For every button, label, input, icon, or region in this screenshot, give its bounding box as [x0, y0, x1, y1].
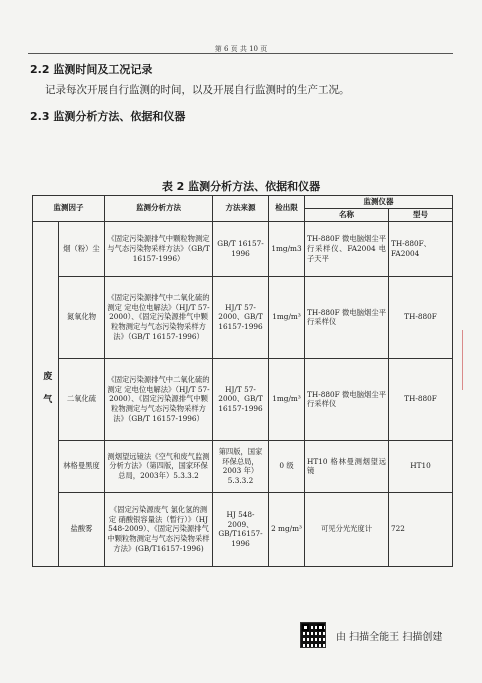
- instrument-name-cell: TH-880F 微电脑烟尘平行采样仪: [305, 358, 389, 440]
- method-cell: 《固定污染源废气 氯化氢的测定 硝酸银容量法（暂行）》（HJ 548-2009）、《固定污染源排气中颗粒物测定与气态污染物采样方法》(GB/T16157-1996): [105, 492, 213, 566]
- source-cell: HJ 548-2009、GB/T16157-1996: [213, 492, 269, 566]
- table-row: [33, 492, 453, 566]
- table-row: [33, 440, 453, 492]
- margin-pen-mark: [462, 330, 469, 390]
- header-limit: 检出限: [269, 196, 305, 222]
- method-cell: 《固定污染源排气中颗粒物测定与气态污染物采样方法》（GB/T 16157-1996）: [105, 221, 213, 276]
- limit-cell: 0 级: [269, 440, 305, 492]
- factor-cell: 二氧化硫: [59, 358, 105, 440]
- section-2-2-text: 记录每次开展自行监测的时间，以及开展自行监测时的生产工况。: [45, 84, 350, 96]
- header-instrument-model: 型号: [389, 208, 453, 221]
- methods-table: [32, 195, 453, 567]
- limit-cell: 1mg/m3: [269, 221, 305, 276]
- table-row: [33, 358, 453, 440]
- table-row: [33, 276, 453, 358]
- limit-cell: 1mg/m³: [269, 276, 305, 358]
- table-row: [33, 221, 453, 276]
- method-cell: 测烟望远镜法《空气和废气监测分析方法》（第四版，国家环保总局，2003年）5.3.3.2: [105, 440, 213, 492]
- source-cell: HJ/T 57-2000、GB/T 16157-1996: [213, 358, 269, 440]
- factor-cell: 林格曼黑度: [59, 440, 105, 492]
- header-instrument: 监测仪器: [305, 196, 453, 209]
- limit-cell: 2 mg/m³: [269, 492, 305, 566]
- method-cell: 《固定污染源排气中二氧化硫的测定 定电位电解法》（HJ/T 57-2000）、《固定污染源排气中颗粒物测定与气态污染物采样方法》（GB/T 16157-1996）: [105, 358, 213, 440]
- limit-cell: 1mg/m³: [269, 358, 305, 440]
- header-source: 方法来源: [213, 196, 269, 222]
- header-method: 监测分析方法: [105, 196, 213, 222]
- instrument-model-cell: 722: [389, 492, 453, 566]
- instrument-name-cell: 可见分光光度计: [305, 492, 389, 566]
- instrument-model-cell: HT10: [389, 440, 453, 492]
- header-factor: 监测因子: [33, 196, 105, 222]
- factor-cell: 烟（粉）尘: [59, 221, 105, 276]
- qr-code-icon: [300, 622, 326, 648]
- header-instrument-name: 名称: [305, 208, 389, 221]
- header-rule: [28, 53, 453, 54]
- instrument-model-cell: TH-880F: [389, 276, 453, 358]
- source-cell: HJ/T 57-2000、GB/T 16157-1996: [213, 276, 269, 358]
- section-heading-2-2: 2.2 监测时间及工况记录: [30, 63, 153, 76]
- factor-cell: 氮氧化物: [59, 276, 105, 358]
- instrument-name-cell: HT10 格林曼测烟望远镜: [305, 440, 389, 492]
- source-cell: GB/T 16157-1996: [213, 221, 269, 276]
- instrument-name-cell: TH-880F 微电脑烟尘平行采样仪: [305, 276, 389, 358]
- category-cell: 废气: [33, 221, 59, 566]
- factor-cell: 盐酸雾: [59, 492, 105, 566]
- instrument-model-cell: TH-880F、FA2004: [389, 221, 453, 276]
- footer-text: 由 扫描全能王 扫描创建: [336, 631, 443, 643]
- source-cell: 第四版，国家环保总局，2003 年）5.3.3.2: [213, 440, 269, 492]
- table-caption: 表 2 监测分析方法、依据和仪器: [161, 180, 321, 193]
- instrument-name-cell: TH-880F 微电脑烟尘平行采样仪、FA2004 电子天平: [305, 221, 389, 276]
- scanner-footer: [300, 622, 442, 648]
- page-number: 第 6 页 共 10 页: [214, 45, 268, 53]
- instrument-model-cell: TH-880F: [389, 358, 453, 440]
- section-heading-2-3: 2.3 监测分析方法、依据和仪器: [30, 110, 186, 123]
- method-cell: 《固定污染源排气中二氧化硫的测定 定电位电解法》（HJ/T 57-2000）、《固定污染源排气中颗粒物测定与气态污染物采样方法》（GB/T 16157-1996）: [105, 276, 213, 358]
